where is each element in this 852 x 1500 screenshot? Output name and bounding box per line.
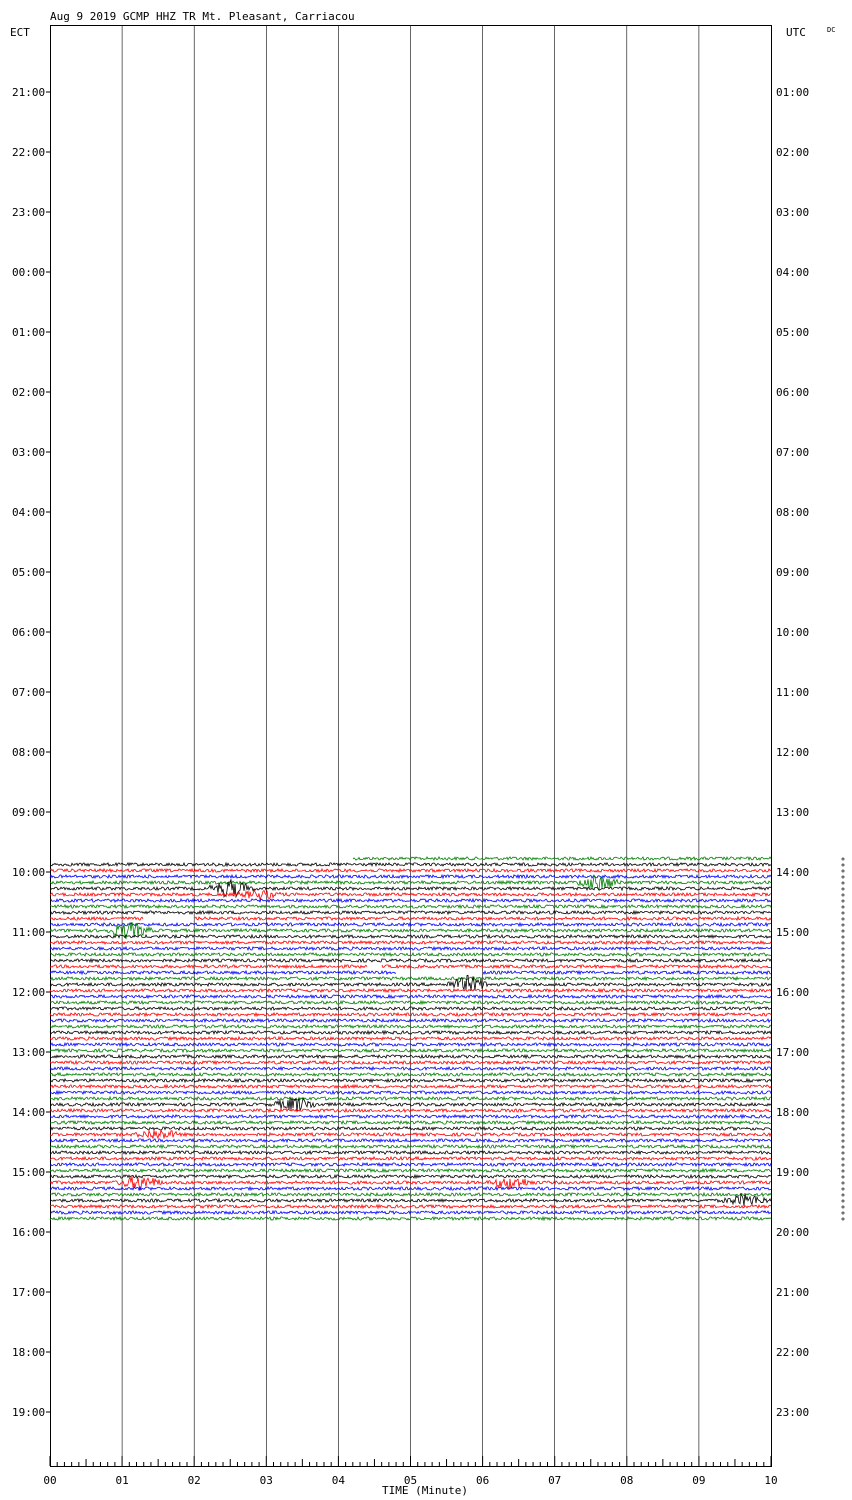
- side-dot: [842, 930, 844, 932]
- side-dot: [842, 864, 844, 866]
- side-dot: [842, 1218, 844, 1220]
- x-axis-label: TIME (Minute): [381, 1484, 469, 1497]
- side-dot: [842, 1194, 844, 1196]
- side-dot: [842, 1176, 844, 1178]
- left-hour-label: 08:00: [12, 746, 46, 759]
- side-dot: [842, 1098, 844, 1100]
- left-hour-label: 00:00: [12, 266, 46, 279]
- side-dot: [842, 1182, 844, 1184]
- side-dot: [842, 1026, 844, 1028]
- side-dot: [842, 900, 844, 902]
- left-hour-label: 09:00: [12, 806, 46, 819]
- side-dot: [842, 1056, 844, 1058]
- left-hour-label: 23:00: [12, 206, 46, 219]
- left-hour-label: 18:00: [12, 1346, 46, 1359]
- side-dot: [842, 1032, 844, 1034]
- right-hour-label: 19:00: [776, 1166, 810, 1179]
- right-hour-label: 22:00: [776, 1346, 810, 1359]
- x-tick-label: 02: [187, 1474, 201, 1487]
- left-hour-label: 04:00: [12, 506, 46, 519]
- left-hour-label: 14:00: [12, 1106, 46, 1119]
- left-hour-label: 05:00: [12, 566, 46, 579]
- left-axis-label: ECT: [10, 26, 30, 39]
- right-hour-label: 06:00: [776, 386, 810, 399]
- side-dot: [842, 1134, 844, 1136]
- side-dot: [842, 990, 844, 992]
- side-dot: [842, 888, 844, 890]
- left-hour-label: 02:00: [12, 386, 46, 399]
- side-dot: [842, 984, 844, 986]
- side-dot: [842, 1020, 844, 1022]
- left-hour-label: 11:00: [12, 926, 46, 939]
- right-hour-label: 14:00: [776, 866, 810, 879]
- right-hour-label: 02:00: [776, 146, 810, 159]
- side-dot: [842, 1170, 844, 1172]
- seismic-traces: [50, 857, 771, 1220]
- side-dot: [842, 948, 844, 950]
- side-dot: [842, 1092, 844, 1094]
- left-hour-label: 12:00: [12, 986, 46, 999]
- left-hour-label: 22:00: [12, 146, 46, 159]
- right-hour-label: 21:00: [776, 1286, 810, 1299]
- side-dot: [842, 1050, 844, 1052]
- side-dot: [842, 942, 844, 944]
- right-hour-label: 08:00: [776, 506, 810, 519]
- trace-row: [353, 857, 771, 860]
- x-tick-label: 00: [43, 1474, 57, 1487]
- side-dot: [842, 858, 844, 860]
- side-dot: [842, 1212, 844, 1214]
- left-hour-label: 15:00: [12, 1166, 46, 1179]
- side-dot: [842, 1188, 844, 1190]
- side-dot: [842, 1128, 844, 1130]
- right-hour-label: 12:00: [776, 746, 810, 759]
- side-marker-dots: [842, 858, 844, 1220]
- x-tick-label: 03: [259, 1474, 273, 1487]
- right-hour-label: 04:00: [776, 266, 810, 279]
- left-hour-label: 21:00: [12, 86, 46, 99]
- x-axis-ticks: [43, 1456, 777, 1487]
- left-hour-label: 01:00: [12, 326, 46, 339]
- x-tick-label: 10: [764, 1474, 778, 1487]
- left-hour-label: 13:00: [12, 1046, 46, 1059]
- left-hour-label: 10:00: [12, 866, 46, 879]
- x-tick-label: 04: [331, 1474, 346, 1487]
- right-hour-label: 17:00: [776, 1046, 810, 1059]
- right-hour-label: 15:00: [776, 926, 810, 939]
- side-dot: [842, 1116, 844, 1118]
- side-dot: [842, 918, 844, 920]
- left-hour-label: 07:00: [12, 686, 46, 699]
- side-dot: [842, 1206, 844, 1208]
- right-hour-label: 18:00: [776, 1106, 810, 1119]
- side-dot: [842, 1014, 844, 1016]
- side-dot: [842, 1062, 844, 1064]
- plot-frame: [51, 26, 772, 1467]
- x-tick-label: 07: [548, 1474, 562, 1487]
- side-dot: [842, 882, 844, 884]
- side-dot: [842, 996, 844, 998]
- right-axis-label: UTC: [786, 26, 806, 39]
- right-hour-label: 20:00: [776, 1226, 810, 1239]
- side-dot: [842, 870, 844, 872]
- side-dot: [842, 1080, 844, 1082]
- side-dot: [842, 966, 844, 968]
- right-hour-label: 16:00: [776, 986, 810, 999]
- minute-gridlines: [122, 25, 699, 1466]
- side-dot: [842, 876, 844, 878]
- side-dot: [842, 954, 844, 956]
- chart-title: Aug 9 2019 GCMP HHZ TR Mt. Pleasant, Carriacou: [50, 10, 355, 23]
- side-dot: [842, 924, 844, 926]
- right-hour-label: 10:00: [776, 626, 810, 639]
- right-hour-label: 09:00: [776, 566, 810, 579]
- right-hour-label: 03:00: [776, 206, 810, 219]
- right-hour-label: 11:00: [776, 686, 810, 699]
- left-hour-label: 06:00: [12, 626, 46, 639]
- right-hour-label: 23:00: [776, 1406, 810, 1419]
- side-dot: [842, 894, 844, 896]
- side-dot: [842, 912, 844, 914]
- right-hour-label: 05:00: [776, 326, 810, 339]
- x-tick-label: 01: [115, 1474, 129, 1487]
- x-tick-label: 09: [692, 1474, 706, 1487]
- side-dot: [842, 1164, 844, 1166]
- right-hour-label: 01:00: [776, 86, 810, 99]
- left-hour-label: 17:00: [12, 1286, 46, 1299]
- side-dot: [842, 1104, 844, 1106]
- left-hour-label: 16:00: [12, 1226, 46, 1239]
- side-dot: [842, 1068, 844, 1070]
- left-hour-label: 19:00: [12, 1406, 46, 1419]
- side-dot: [842, 1038, 844, 1040]
- x-tick-label: 08: [620, 1474, 634, 1487]
- left-hour-label: 03:00: [12, 446, 46, 459]
- side-dot: [842, 1140, 844, 1142]
- side-dot: [842, 960, 844, 962]
- side-dot: [842, 972, 844, 974]
- side-dot: [842, 1200, 844, 1202]
- x-tick-label: 06: [475, 1474, 490, 1487]
- side-dot: [842, 1074, 844, 1076]
- side-dot: [842, 1044, 844, 1046]
- side-dot: [842, 1152, 844, 1154]
- right-hour-label: 13:00: [776, 806, 810, 819]
- side-dot: [842, 1146, 844, 1148]
- side-dot: [842, 1086, 844, 1088]
- right-hour-labels: [776, 86, 809, 1419]
- left-hour-labels: [12, 86, 50, 1419]
- side-dot: [842, 1110, 844, 1112]
- side-dot: [842, 978, 844, 980]
- corner-tag: DC: [827, 26, 836, 34]
- side-dot: [842, 1158, 844, 1160]
- x-tick-label: 05: [403, 1474, 418, 1487]
- side-dot: [842, 906, 844, 908]
- side-dot: [842, 1002, 844, 1004]
- side-dot: [842, 1008, 844, 1010]
- side-dot: [842, 936, 844, 938]
- right-hour-label: 07:00: [776, 446, 810, 459]
- side-dot: [842, 1122, 844, 1124]
